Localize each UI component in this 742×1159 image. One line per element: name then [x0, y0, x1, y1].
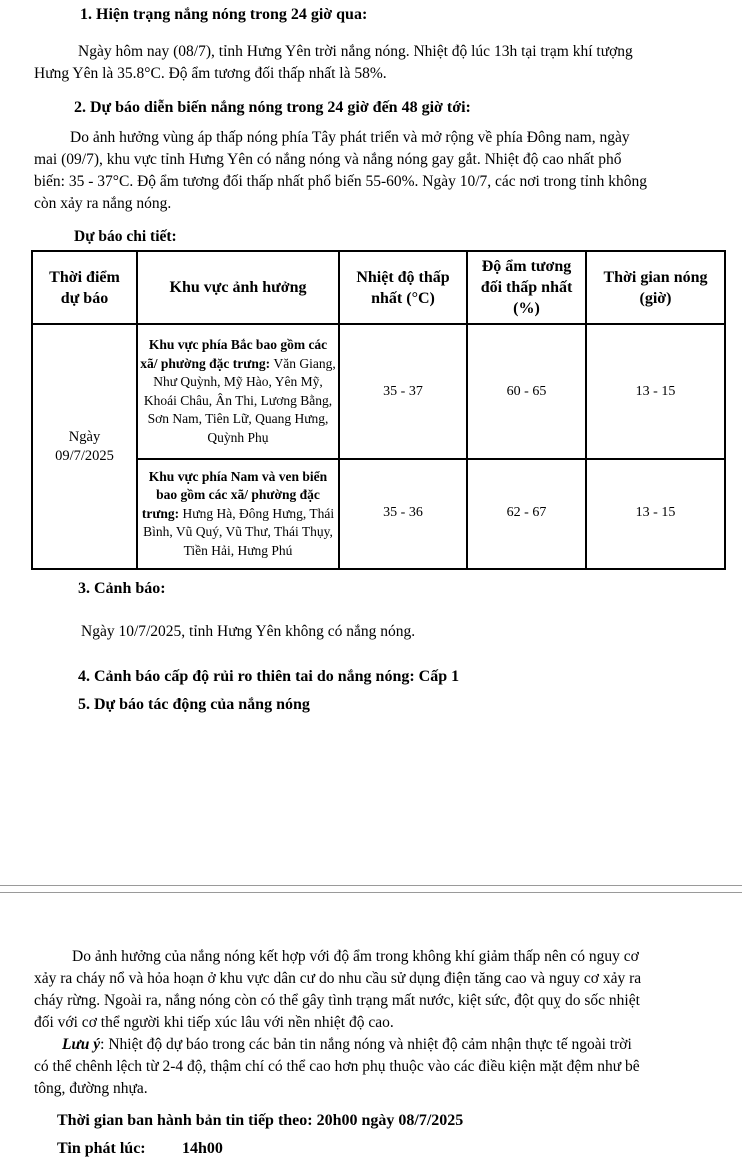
header-area: Khu vực ảnh hưởng	[137, 251, 339, 324]
detail-forecast-label: Dự báo chi tiết:	[74, 228, 177, 245]
forecast-date: Ngày 09/7/2025	[55, 428, 114, 464]
issued-label: Tin phát lúc:	[57, 1140, 146, 1157]
section1-heading: 1. Hiện trạng nắng nóng trong 24 giờ qua:	[80, 6, 368, 23]
section2-heading: 2. Dự báo diễn biến nắng nóng trong 24 giờ đến 48 giờ tới:	[74, 99, 471, 116]
section2-body	[34, 127, 724, 215]
section2-line: Do ảnh hưởng vùng áp thấp nóng phía Tây phát triển và mở rộng về phía Đông nam, ngày	[70, 129, 630, 146]
section3-heading: 3. Cảnh báo:	[78, 580, 166, 597]
impact-body	[34, 946, 724, 1100]
impact-line: cháy rừng. Ngoài ra, nắng nóng còn có thể gây tình trạng mất nước, kiệt sức, đột quỵ do sốc nhiệt	[34, 992, 640, 1009]
page-divider	[0, 885, 742, 886]
header-time: Thời điểm dự báo	[32, 251, 137, 324]
forecast-date-cell	[32, 324, 137, 569]
temp-cell: 35 - 37	[339, 324, 467, 459]
header-duration: Thời gian nóng (giờ)	[586, 251, 725, 324]
duration-cell: 13 - 15	[586, 459, 725, 569]
note-label: Lưu ý	[62, 1036, 101, 1053]
duration-cell: 13 - 15	[586, 324, 725, 459]
note-line: Lưu ý: Nhiệt độ dự báo trong các bản tin nắng nóng và nhiệt độ cảm nhận thực tế ngoài trời	[62, 1036, 632, 1053]
header-temp: Nhiệt độ thấp nhất (°C)	[339, 251, 467, 324]
section3-text: Ngày 10/7/2025, tỉnh Hưng Yên không có nắng nóng.	[81, 623, 416, 640]
section1-line: Ngày hôm nay (08/7), tỉnh Hưng Yên trời nắng nóng. Nhiệt độ lúc 13h tại trạm khí tượng	[78, 43, 633, 60]
section1-line: Hưng Yên là 35.8°C. Độ ẩm tương đối thấp nhất là 58%.	[34, 65, 387, 82]
section2-line: biến: 35 - 37°C. Độ ẩm tương đối thấp nhất phổ biến 55-60%. Ngày 10/7, các nơi trong tỉnh không	[34, 173, 648, 190]
table-row	[32, 324, 725, 459]
header-humidity: Độ ẩm tương đối thấp nhất (%)	[467, 251, 586, 324]
area-cell	[137, 459, 339, 569]
area-label: Khu vực phía Bắc bao gồm các xã/ phường đặc trưng:	[140, 337, 328, 371]
impact-line: đối với cơ thể người khi tiếp xúc lâu với nền nhiệt độ cao.	[34, 1014, 394, 1031]
area-cell	[137, 324, 339, 459]
section5-heading: 5. Dự báo tác động của nắng nóng	[78, 696, 310, 713]
impact-line: Do ảnh hưởng của nắng nóng kết hợp với độ ẩm trong không khí giảm thấp nên có nguy cơ	[72, 948, 639, 965]
forecast-table	[31, 250, 726, 570]
note-line: tông, đường nhựa.	[34, 1080, 148, 1097]
next-issue-time: Thời gian ban hành bản tin tiếp theo: 20h00 ngày 08/7/2025	[57, 1112, 464, 1129]
impact-line: xảy ra cháy nổ và hỏa hoạn ở khu vực dân cư do nhu cầu sử dụng điện tăng cao và nguy cơ xảy ra	[34, 970, 642, 987]
humidity-cell: 62 - 67	[467, 459, 586, 569]
issued-time: 14h00	[182, 1140, 223, 1157]
area-label: Khu vực phía Nam và ven biển bao gồm các xã/ phường đặc trưng:	[141, 468, 328, 521]
humidity-cell: 60 - 65	[467, 324, 586, 459]
page-divider	[0, 892, 742, 893]
note-line: có thể chênh lệch từ 2-4 độ, thậm chí có thể cao hơn phụ thuộc vào các điều kiện mặt đệm như bê	[34, 1058, 640, 1075]
section4-heading: 4. Cảnh báo cấp độ rủi ro thiên tai do nắng nóng: Cấp 1	[78, 668, 460, 685]
section2-line: còn xảy ra nắng nóng.	[34, 195, 172, 212]
area-list: Hưng Hà, Đông Hưng, Thái Bình, Vũ Quý, Vũ Thư, Thái Thụy, Tiền Hải, Hưng Phú	[143, 505, 335, 558]
area-list: Văn Giang, Như Quỳnh, Mỹ Hào, Yên Mỹ, Khoái Châu, Ân Thi, Lương Bằng, Sơn Nam, Tiên Lữ, Quang Hưng, Quỳnh Phụ	[143, 355, 336, 445]
table-header-row	[32, 251, 725, 324]
section2-line: mai (09/7), khu vực tỉnh Hưng Yên có nắng nóng và nắng nóng gay gắt. Nhiệt độ cao nhất phổ	[34, 151, 622, 168]
section1-body	[34, 41, 724, 85]
temp-cell: 35 - 36	[339, 459, 467, 569]
